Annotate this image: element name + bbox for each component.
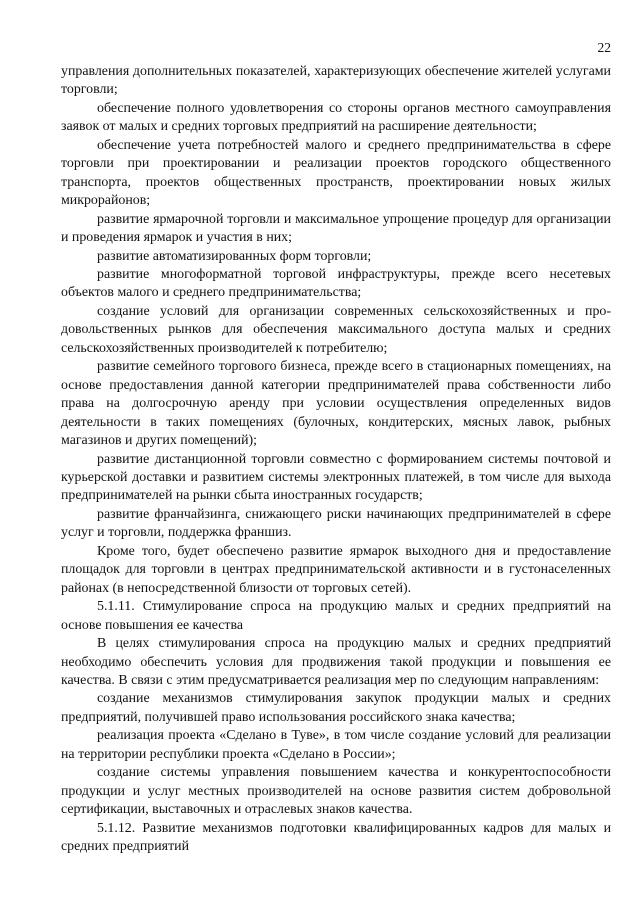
paragraph: создание механизмов стимулирования закупок продукции малых и средних предприятий, получившей право использования российского знака качества;: [61, 691, 611, 725]
paragraph: развитие дистанционной торговли совместно с формированием системы почтовой и курьерской доставки и развитием системы электронных платежей, в том числе для выхода предпринимателей на рынки сбыта иностранных государств;: [61, 451, 611, 504]
paragraph: реализация проекта «Сделано в Туве», в том числе создание условий для реализации на территории республики проекта «Сделано в России»;: [61, 728, 611, 762]
paragraph: развитие франчайзинга, снижающего риски начинающих предпринимателей в сфере услуг и торговли, поддержка франшиз.: [61, 506, 611, 541]
paragraph: управления дополнительных показателей, характеризующих обеспечение жителей услугами торговли;: [61, 64, 611, 98]
paragraph: В целях стимулирования спроса на продукцию малых и средних предприятий необходимо обеспечить условия для продвижения такой продукции и повышения ее качества. В связи с этим предусматривается реализация мер по следующим направлениям:: [61, 636, 611, 688]
paragraph: развитие автоматизированных форм торговли;: [97, 248, 372, 264]
paragraph: обеспечение учета потребностей малого и среднего предпринимательства в сфере торговли при проектировании и реализации проектов городского общественного транспорта, проектов общественных пространств, проектировании новых жилых микрорайонов;: [61, 137, 611, 209]
paragraph: развитие семейного торгового бизнеса, прежде всего в стационарных помещениях, на основе предоставления данной категории предпринимателей права собственности либо права на долгосрочную аренду при условии осуществления определенных видов деятельности в таких помещениях (булочных, кондитерских, мясных лавок, рыбных магазинов и других помещений);: [61, 359, 611, 449]
body-text: [61, 63, 611, 856]
paragraph: создание условий для организации современных сельскохозяйственных и продовольственных рынков для обеспечения максимального доступа малых и средних сельскохозяйственных производителей к потребителю;: [61, 303, 611, 356]
paragraph: Кроме того, будет обеспечено развитие ярмарок выходного дня и предоставление площадок для торговли в центрах предпринимательской активности и в густонаселенных районах (в непосредственной близости от торговых сетей).: [61, 543, 611, 596]
paragraph: развитие ярмарочной торговли и максимальное упрощение процедур для организации и проведения ярмарок и участия в них;: [61, 211, 611, 246]
paragraph: развитие многоформатной торговой инфраструктуры, прежде всего несетевых объектов малого и среднего предпринимательства;: [61, 266, 611, 301]
section-heading-5-1-12: 5.1.12. Развитие механизмов подготовки квалифицированных кадров для малых и средних предприятий: [61, 820, 611, 855]
paragraph: обеспечение полного удовлетворения со стороны органов местного самоуправления заявок от малых и средних торговых предприятий на расширение деятельности;: [61, 100, 611, 135]
paragraph: создание системы управления повышением качества и конкурентоспособности продукции и услуг местных производителей на основе развития систем добровольной сертификации, выставочных и отраслевых знаков качества.: [61, 765, 611, 818]
page-number: 22: [597, 40, 611, 55]
section-heading-5-1-11: 5.1.11. Стимулирование спроса на продукцию малых и средних предприятий на основе повышения ее качества: [61, 599, 611, 633]
